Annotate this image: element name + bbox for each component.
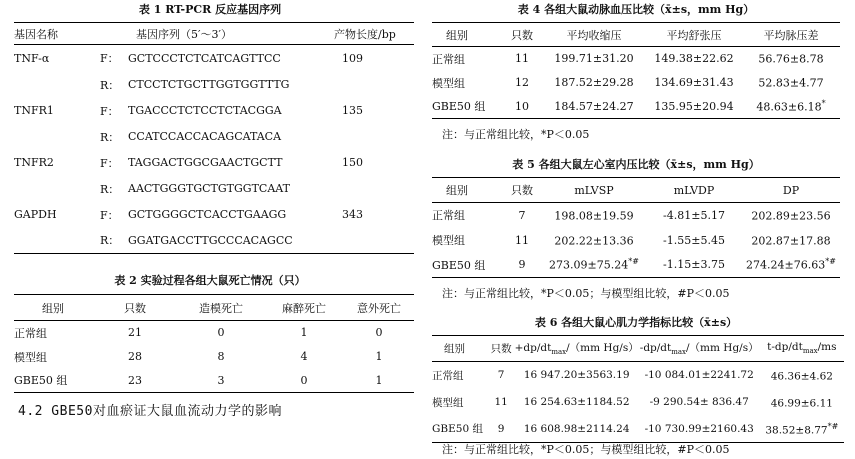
table-row [14,369,414,393]
group-name: 正常组 [432,52,465,66]
primer-dir: F： [100,208,119,222]
section-heading: 4.2 GBE50对血瘀证大鼠血流动力学的影响 [18,404,282,419]
primer-dir: R： [100,130,120,144]
table1-header-seq: 基因序列（5′～3′） [136,27,232,41]
table-cell: 4 [300,350,308,363]
table-cell: 16 254.63±1184.52 [523,396,630,408]
table-row [14,45,414,72]
table-row [14,98,414,124]
table-row [14,124,414,150]
table4-note: 注：与正常组比较，*P＜0.05 [442,128,590,141]
group-name: 模型组 [432,76,465,90]
primer-dir: R： [100,182,120,196]
table-cell: 11 [515,52,529,66]
table6 [432,335,844,443]
table-cell: 11 [515,233,529,247]
group-name: 正常组 [14,326,47,340]
gene-name: TNFR2 [14,156,54,169]
primer-dir: R： [100,234,120,248]
table-cell [760,416,844,443]
table-cell: 10 [515,99,529,113]
table-cell: 187.52±29.28 [554,76,634,89]
table-cell: 0 [375,326,383,340]
table-cell: 16 608.98±2114.24 [523,422,630,435]
table-cell: -10 730.99±2160.43 [644,422,754,435]
group-name: 模型组 [14,350,47,364]
table6-caption: 表 6 各组大鼠心肌力学指标比较（x̄±s） [534,316,738,329]
gene-name: TNFR1 [14,104,54,117]
table-cell: 12 [515,76,529,89]
table5-note: 注：与正常组比较，*P＜0.05；与模型组比较，#P＜0.05 [442,287,730,300]
group-name: GBE50 组 [432,258,486,272]
table1-header-row [14,23,414,45]
gene-name: TNF-α [14,51,50,65]
gene-name: GAPDH [14,208,57,221]
table5-header-group: 组别 [446,184,468,197]
table-cell: 28 [128,350,142,363]
table1 [14,22,414,254]
table2-header-anesthesia-death: 麻醉死亡 [282,301,326,315]
table5-header-mlvsp: mLVSP [574,183,614,197]
table-cell: 0 [300,373,308,387]
cell-value: 38.52±8.77 [765,424,828,436]
cell-value: 52.83±4.77 [758,76,824,90]
table-row [432,389,844,416]
table-cell: 184.57±24.27 [554,99,634,113]
group-name: 正常组 [432,209,465,223]
table2 [14,294,414,393]
cell-value: 46.36±4.62 [770,370,833,383]
table-cell: 135.95±20.94 [654,99,734,113]
primer-dir: R： [100,78,120,92]
table4-header-group: 组别 [446,28,468,42]
table-cell: 8 [217,350,225,363]
table-cell: 0 [217,326,225,340]
table6-header-group: 组别 [444,343,465,355]
table-row [432,416,844,443]
table-cell [760,389,844,416]
significance-mark: * [821,98,826,108]
product-length: 150 [342,156,363,169]
table-cell [542,203,646,228]
table-cell: 149.38±22.62 [654,52,734,66]
table4 [432,22,840,119]
product-length: 109 [342,51,363,65]
table5-caption: 表 5 各组大鼠左心室内压比较（x̄±s，mm Hg） [512,158,760,171]
table-cell [742,71,840,95]
primer-seq: CTCCTCTGCTTGGTGGTTTG [128,78,290,91]
table-cell: 7 [497,369,505,382]
table2-header-group: 组别 [42,301,64,315]
gene-name [14,124,100,150]
product-length [334,176,414,202]
cell-value: 198.08±19.59 [554,209,634,223]
table4-header-count: 只数 [511,28,533,42]
table-row [432,71,840,95]
cell-value: 56.76±8.78 [758,53,824,67]
product-length [334,124,414,150]
group-name: 正常组 [432,369,464,382]
table5-header-mlvdp: mLVDP [673,183,715,197]
group-name: GBE50 组 [14,374,68,388]
table-cell: 1 [375,350,383,363]
table-cell [742,47,840,71]
table1-header-gene: 基因名称 [14,27,58,41]
table2-header-model-death: 造模死亡 [199,301,243,315]
primer-seq: TAGGACTGGCGAACTGCTT [128,156,283,169]
table-cell [742,95,840,119]
primer-seq: CCATCCACCACAGCATACA [128,130,282,143]
table6-header-row [432,336,844,362]
table-cell: -1.15±3.75 [663,258,725,272]
table4-header-dbp: 平均舒张压 [666,28,722,42]
cell-value: 274.24±76.63 [746,259,826,273]
table2-header-row [14,295,414,321]
significance-mark: *# [827,421,839,431]
table-row [432,95,840,119]
table-row [14,321,414,345]
cell-value: 273.09±75.24 [549,259,629,273]
cell-value: 202.89±23.56 [751,209,831,223]
table6-header-dpdt-neg: $-dp/dt_{max}/(mm$ Hg/s） [639,342,759,357]
table2-header-count: 只数 [124,301,146,315]
table-row [432,253,840,278]
table6-header-count: 只数 [490,343,512,355]
table-row [14,176,414,202]
table-cell: -9 290.54± 836.47 [649,396,749,408]
table-cell: 9 [518,258,526,272]
cell-value: 48.63±6.18 [756,100,822,114]
group-name: GBE50 组 [432,100,486,114]
table2-caption: 表 2 实验过程各组大鼠死亡情况（只） [114,274,306,287]
gene-name [14,176,100,202]
table-cell [760,362,844,389]
table-cell: 11 [494,396,508,408]
table5-header-dp: DP [782,183,800,197]
table-cell: 9 [497,422,505,435]
table6-note: 注：与正常组比较，*P＜0.05；与模型组比较，#P＜0.05 [442,443,730,456]
table1-header-len: 产物长度/bp [334,27,396,41]
primer-dir: F： [100,156,119,170]
primer-dir: F： [100,104,119,118]
primer-seq: GCTGGGGCTCACCTGAAGG [128,208,287,221]
product-length [334,228,414,254]
table-cell [742,253,840,278]
table-cell: 21 [128,326,142,340]
table-row [14,345,414,369]
group-name: 模型组 [432,396,464,409]
product-length: 135 [342,104,363,117]
table6-header-t-dpdt: $t-dp/dt_{max}/ms$ [767,341,837,356]
table4-header-sbp: 平均收缩压 [566,28,622,42]
table-cell [742,203,840,228]
gene-name [14,72,100,98]
cell-value: 46.99±6.11 [770,397,833,410]
table5 [432,177,840,278]
table2-header-accident-death: 意外死亡 [357,301,401,315]
group-name: GBE50 组 [432,423,483,436]
group-name: 模型组 [432,234,465,247]
table-cell: -1.55±5.45 [663,233,725,247]
table-cell: -10 084.01±2241.72 [644,369,754,382]
table5-header-row [432,178,840,203]
table-cell: -4.81±5.17 [663,208,725,222]
primer-seq: TGACCCTCTCCTCTACGGA [128,104,282,117]
table4-header-row [432,23,840,47]
table-cell: 16 947.20±3563.19 [523,369,630,382]
table-cell: 199.71±31.20 [554,52,634,66]
table5-header-count: 只数 [511,184,533,197]
table-cell: 3 [217,373,225,387]
table-row [432,362,844,389]
table4-caption: 表 4 各组大鼠动脉血压比较（x̄±s，mm Hg） [517,3,755,16]
table1-caption: 表 1 RT-PCR 反应基因序列 [138,3,282,16]
table4-header-pp: 平均脉压差 [763,28,819,42]
table-cell: 23 [128,373,142,387]
product-length [334,72,414,98]
table-cell [742,228,840,253]
primer-seq: GGATGACCTTGCCCACAGCC [128,233,293,247]
significance-mark: *# [628,257,639,267]
cell-value: 202.22±13.36 [554,234,634,248]
table-row [14,202,414,228]
table-cell [542,253,646,278]
table6-header-dpdt-pos: $+dp/dt_{max}/(mm$ Hg/s） [514,342,639,357]
table-row [432,228,840,253]
table-cell: 134.69±31.43 [654,76,734,89]
table-cell: 1 [375,373,383,387]
table-cell: 7 [518,208,526,222]
primer-dir: F： [100,52,119,66]
table-cell [542,228,646,253]
significance-mark: *# [825,257,836,267]
cell-value: 202.87±17.88 [751,234,831,248]
table-cell: 1 [300,326,308,340]
gene-name [14,228,100,254]
primer-seq: AACTGGGTGCTGTGGTCAAT [128,182,290,195]
table-row [432,203,840,228]
table-row [14,150,414,176]
primer-seq: GCTCCCTCTCATCAGTTCC [128,51,281,65]
product-length: 343 [342,208,363,221]
table-row [14,228,414,254]
table-row [432,47,840,71]
table-row [14,72,414,98]
